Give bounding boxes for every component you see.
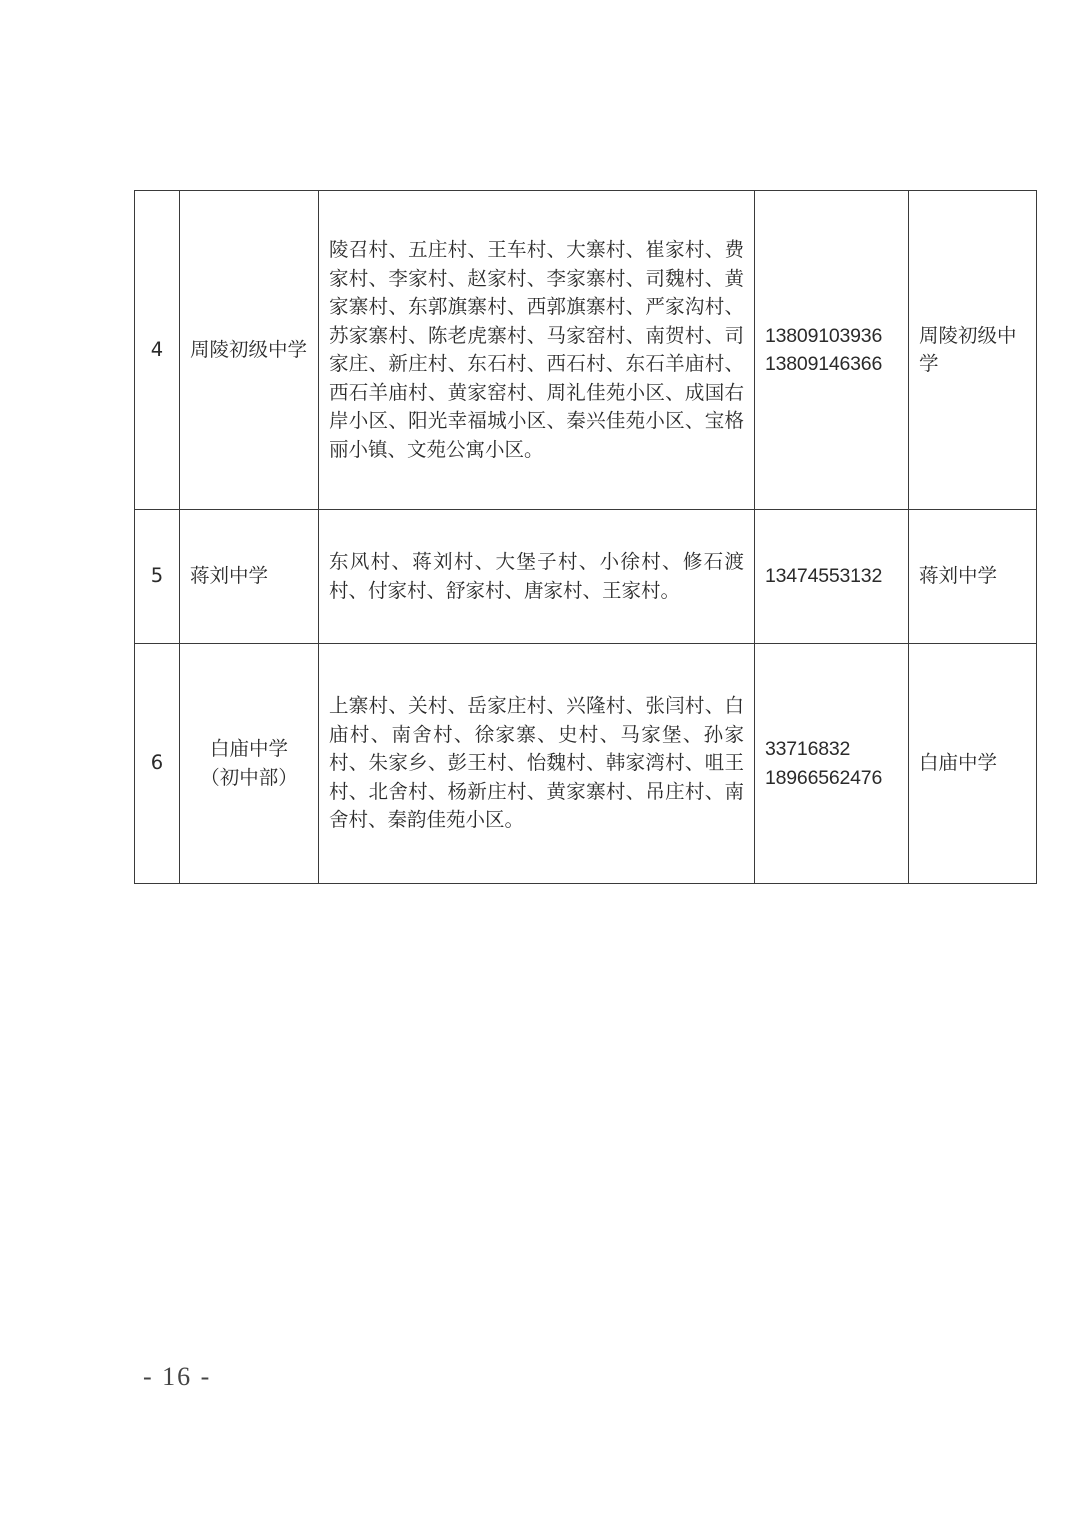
contact-phone	[755, 644, 909, 884]
enrollment-zone-table	[134, 190, 1037, 884]
phone-number: 13809146366	[765, 353, 883, 375]
row-number: 4	[135, 191, 180, 510]
page-number: - 16 -	[143, 1362, 212, 1391]
phone-number: 33716832	[765, 738, 851, 760]
school-subname: （初中部）	[200, 765, 298, 789]
target-school: 蒋刘中学	[909, 510, 1037, 644]
row-number: 5	[135, 510, 180, 644]
school-name: 周陵初级中学	[180, 191, 319, 510]
village-list: 上寨村、关村、岳家庄村、兴隆村、张闫村、白庙村、南舍村、徐家寨、史村、马家堡、孙家村、朱家乡、彭王村、怡魏村、韩家湾村、咀王村、北舍村、杨新庄村、黄家寨村、吊庄村、南舍村、秦韵佳苑小区。	[319, 644, 755, 884]
phone-number: 18966562476	[765, 766, 883, 789]
table-row	[135, 644, 1037, 884]
phone-number: 13809103936	[765, 324, 883, 347]
village-list: 东风村、蒋刘村、大堡子村、小徐村、修石渡村、付家村、舒家村、唐家村、王家村。	[319, 510, 755, 644]
contact-phone	[755, 510, 909, 644]
school-name: 蒋刘中学	[180, 510, 319, 644]
village-list: 陵召村、五庄村、王车村、大寨村、崔家村、费家村、李家村、赵家村、李家寨村、司魏村、黄家寨村、东郭旗寨村、西郭旗寨村、严家沟村、苏家寨村、陈老虎寨村、马家窑村、南贺村、司家庄、新庄村、东石村、西石村、东石羊庙村、西石羊庙村、黄家窑村、周礼佳苑小区、成国右岸小区、阳光幸福城小区、秦兴佳苑小区、宝格丽小镇、文苑公寓小区。	[319, 191, 755, 510]
contact-phone	[755, 191, 909, 510]
phone-number: 13474553132	[765, 565, 883, 588]
school-name-cell	[180, 644, 319, 884]
target-school: 周陵初级中学	[909, 191, 1037, 510]
school-name: 白庙中学	[209, 737, 288, 760]
target-school: 白庙中学	[909, 644, 1037, 884]
table-row	[135, 191, 1037, 510]
row-number: 6	[135, 644, 180, 884]
table-row	[135, 510, 1037, 644]
